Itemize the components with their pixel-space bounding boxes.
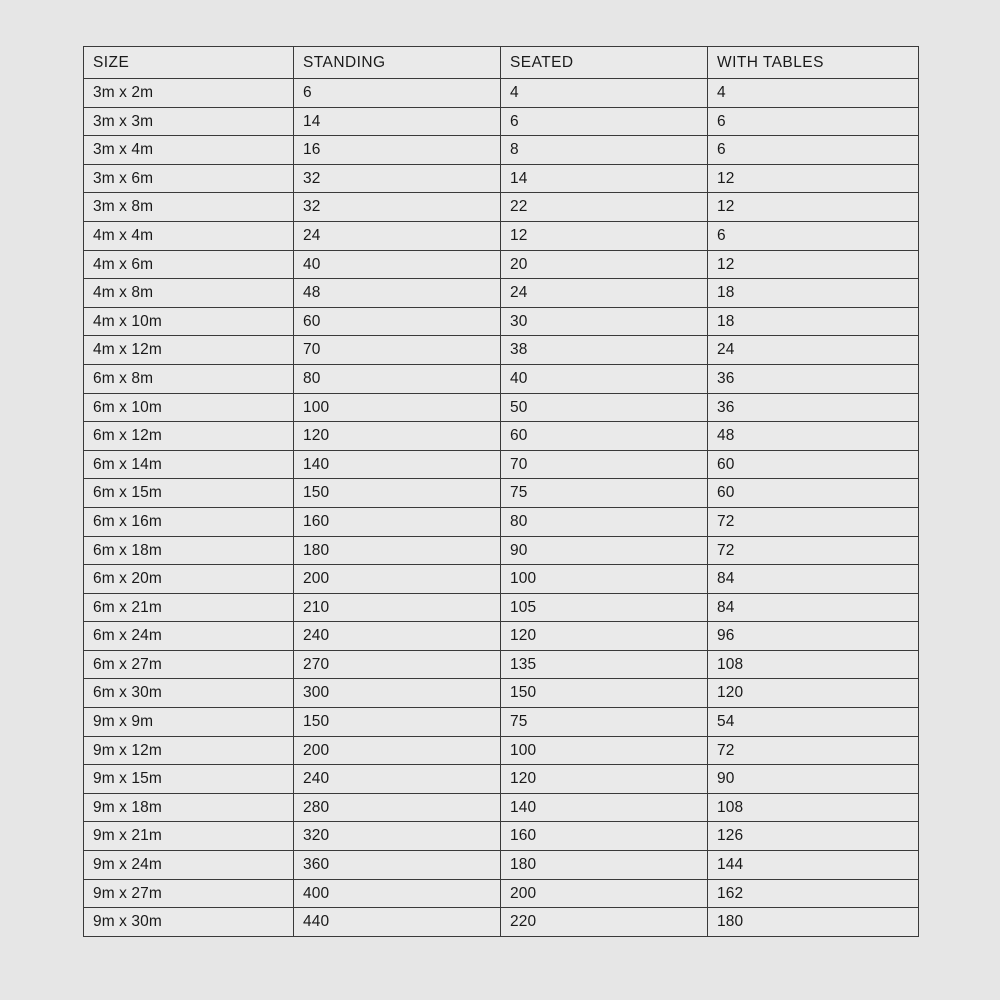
cell-seated: 30	[501, 307, 708, 336]
table-row	[84, 221, 919, 250]
cell-seated: 135	[501, 650, 708, 679]
cell-seated: 140	[501, 793, 708, 822]
cell-size: 6m x 12m	[84, 422, 294, 451]
cell-size: 4m x 8m	[84, 279, 294, 308]
cell-with-tables: 4	[708, 79, 919, 108]
cell-size: 9m x 18m	[84, 793, 294, 822]
cell-with-tables: 84	[708, 593, 919, 622]
cell-standing: 240	[294, 622, 501, 651]
cell-size: 6m x 21m	[84, 593, 294, 622]
cell-size: 9m x 21m	[84, 822, 294, 851]
column-header-with-tables: WITH TABLES	[708, 47, 919, 79]
cell-size: 9m x 24m	[84, 851, 294, 880]
cell-standing: 16	[294, 136, 501, 165]
cell-standing: 120	[294, 422, 501, 451]
capacity-table-container	[83, 46, 918, 937]
cell-seated: 22	[501, 193, 708, 222]
cell-seated: 14	[501, 164, 708, 193]
table-row	[84, 650, 919, 679]
table-row	[84, 279, 919, 308]
cell-standing: 160	[294, 507, 501, 536]
table-row	[84, 422, 919, 451]
cell-size: 9m x 9m	[84, 708, 294, 737]
cell-seated: 50	[501, 393, 708, 422]
table-row	[84, 193, 919, 222]
cell-with-tables: 72	[708, 507, 919, 536]
cell-standing: 24	[294, 221, 501, 250]
cell-standing: 14	[294, 107, 501, 136]
cell-with-tables: 6	[708, 107, 919, 136]
cell-size: 6m x 14m	[84, 450, 294, 479]
cell-standing: 240	[294, 765, 501, 794]
cell-with-tables: 6	[708, 221, 919, 250]
cell-size: 3m x 2m	[84, 79, 294, 108]
cell-seated: 105	[501, 593, 708, 622]
table-row	[84, 250, 919, 279]
cell-size: 9m x 30m	[84, 908, 294, 937]
cell-with-tables: 18	[708, 307, 919, 336]
cell-seated: 100	[501, 565, 708, 594]
table-row	[84, 851, 919, 880]
column-header-standing: STANDING	[294, 47, 501, 79]
cell-size: 4m x 6m	[84, 250, 294, 279]
cell-with-tables: 84	[708, 565, 919, 594]
cell-standing: 440	[294, 908, 501, 937]
cell-standing: 150	[294, 479, 501, 508]
cell-with-tables: 48	[708, 422, 919, 451]
table-row	[84, 736, 919, 765]
cell-with-tables: 90	[708, 765, 919, 794]
cell-standing: 32	[294, 164, 501, 193]
cell-with-tables: 72	[708, 536, 919, 565]
cell-with-tables: 36	[708, 393, 919, 422]
cell-standing: 210	[294, 593, 501, 622]
table-row	[84, 136, 919, 165]
cell-size: 4m x 4m	[84, 221, 294, 250]
cell-standing: 270	[294, 650, 501, 679]
cell-with-tables: 36	[708, 364, 919, 393]
table-row	[84, 79, 919, 108]
cell-seated: 4	[501, 79, 708, 108]
table-row	[84, 364, 919, 393]
cell-with-tables: 60	[708, 450, 919, 479]
table-row	[84, 336, 919, 365]
table-row	[84, 450, 919, 479]
cell-standing: 48	[294, 279, 501, 308]
cell-with-tables: 72	[708, 736, 919, 765]
cell-size: 9m x 15m	[84, 765, 294, 794]
cell-seated: 8	[501, 136, 708, 165]
table-row	[84, 879, 919, 908]
cell-with-tables: 180	[708, 908, 919, 937]
table-row	[84, 593, 919, 622]
cell-seated: 220	[501, 908, 708, 937]
cell-seated: 75	[501, 708, 708, 737]
table-row	[84, 793, 919, 822]
cell-seated: 6	[501, 107, 708, 136]
table-row	[84, 479, 919, 508]
cell-seated: 80	[501, 507, 708, 536]
cell-size: 4m x 10m	[84, 307, 294, 336]
cell-seated: 120	[501, 765, 708, 794]
cell-size: 6m x 15m	[84, 479, 294, 508]
cell-seated: 150	[501, 679, 708, 708]
cell-with-tables: 24	[708, 336, 919, 365]
table-header-row	[84, 47, 919, 79]
cell-standing: 400	[294, 879, 501, 908]
cell-size: 6m x 30m	[84, 679, 294, 708]
cell-standing: 180	[294, 536, 501, 565]
cell-with-tables: 18	[708, 279, 919, 308]
cell-seated: 180	[501, 851, 708, 880]
cell-size: 6m x 20m	[84, 565, 294, 594]
table-row	[84, 908, 919, 937]
cell-size: 6m x 16m	[84, 507, 294, 536]
cell-with-tables: 60	[708, 479, 919, 508]
cell-with-tables: 144	[708, 851, 919, 880]
cell-standing: 100	[294, 393, 501, 422]
cell-seated: 70	[501, 450, 708, 479]
cell-standing: 200	[294, 736, 501, 765]
cell-standing: 300	[294, 679, 501, 708]
table-row	[84, 107, 919, 136]
cell-standing: 60	[294, 307, 501, 336]
cell-standing: 6	[294, 79, 501, 108]
cell-seated: 38	[501, 336, 708, 365]
cell-size: 6m x 8m	[84, 364, 294, 393]
marquee-capacity-table	[83, 46, 919, 937]
cell-seated: 75	[501, 479, 708, 508]
table-row	[84, 822, 919, 851]
table-row	[84, 536, 919, 565]
cell-standing: 150	[294, 708, 501, 737]
cell-seated: 90	[501, 536, 708, 565]
cell-standing: 40	[294, 250, 501, 279]
cell-with-tables: 108	[708, 793, 919, 822]
cell-size: 9m x 27m	[84, 879, 294, 908]
column-header-seated: SEATED	[501, 47, 708, 79]
cell-with-tables: 12	[708, 164, 919, 193]
cell-size: 6m x 27m	[84, 650, 294, 679]
cell-seated: 60	[501, 422, 708, 451]
cell-size: 9m x 12m	[84, 736, 294, 765]
table-body	[84, 79, 919, 937]
table-row	[84, 708, 919, 737]
cell-seated: 40	[501, 364, 708, 393]
cell-size: 6m x 10m	[84, 393, 294, 422]
table-row	[84, 164, 919, 193]
table-row	[84, 393, 919, 422]
cell-with-tables: 12	[708, 250, 919, 279]
cell-standing: 80	[294, 364, 501, 393]
cell-standing: 200	[294, 565, 501, 594]
table-row	[84, 765, 919, 794]
cell-with-tables: 120	[708, 679, 919, 708]
table-row	[84, 565, 919, 594]
cell-size: 3m x 8m	[84, 193, 294, 222]
cell-size: 4m x 12m	[84, 336, 294, 365]
cell-with-tables: 6	[708, 136, 919, 165]
cell-with-tables: 126	[708, 822, 919, 851]
cell-seated: 100	[501, 736, 708, 765]
cell-with-tables: 108	[708, 650, 919, 679]
cell-size: 3m x 4m	[84, 136, 294, 165]
cell-size: 6m x 18m	[84, 536, 294, 565]
cell-seated: 200	[501, 879, 708, 908]
cell-seated: 12	[501, 221, 708, 250]
cell-standing: 32	[294, 193, 501, 222]
table-row	[84, 307, 919, 336]
cell-seated: 160	[501, 822, 708, 851]
cell-with-tables: 12	[708, 193, 919, 222]
table-row	[84, 679, 919, 708]
cell-standing: 280	[294, 793, 501, 822]
cell-with-tables: 162	[708, 879, 919, 908]
cell-with-tables: 96	[708, 622, 919, 651]
cell-standing: 70	[294, 336, 501, 365]
table-row	[84, 507, 919, 536]
cell-size: 3m x 3m	[84, 107, 294, 136]
cell-standing: 140	[294, 450, 501, 479]
cell-seated: 120	[501, 622, 708, 651]
cell-size: 6m x 24m	[84, 622, 294, 651]
cell-seated: 24	[501, 279, 708, 308]
cell-standing: 320	[294, 822, 501, 851]
cell-standing: 360	[294, 851, 501, 880]
table-header	[84, 47, 919, 79]
column-header-size: SIZE	[84, 47, 294, 79]
cell-size: 3m x 6m	[84, 164, 294, 193]
cell-with-tables: 54	[708, 708, 919, 737]
table-row	[84, 622, 919, 651]
cell-seated: 20	[501, 250, 708, 279]
